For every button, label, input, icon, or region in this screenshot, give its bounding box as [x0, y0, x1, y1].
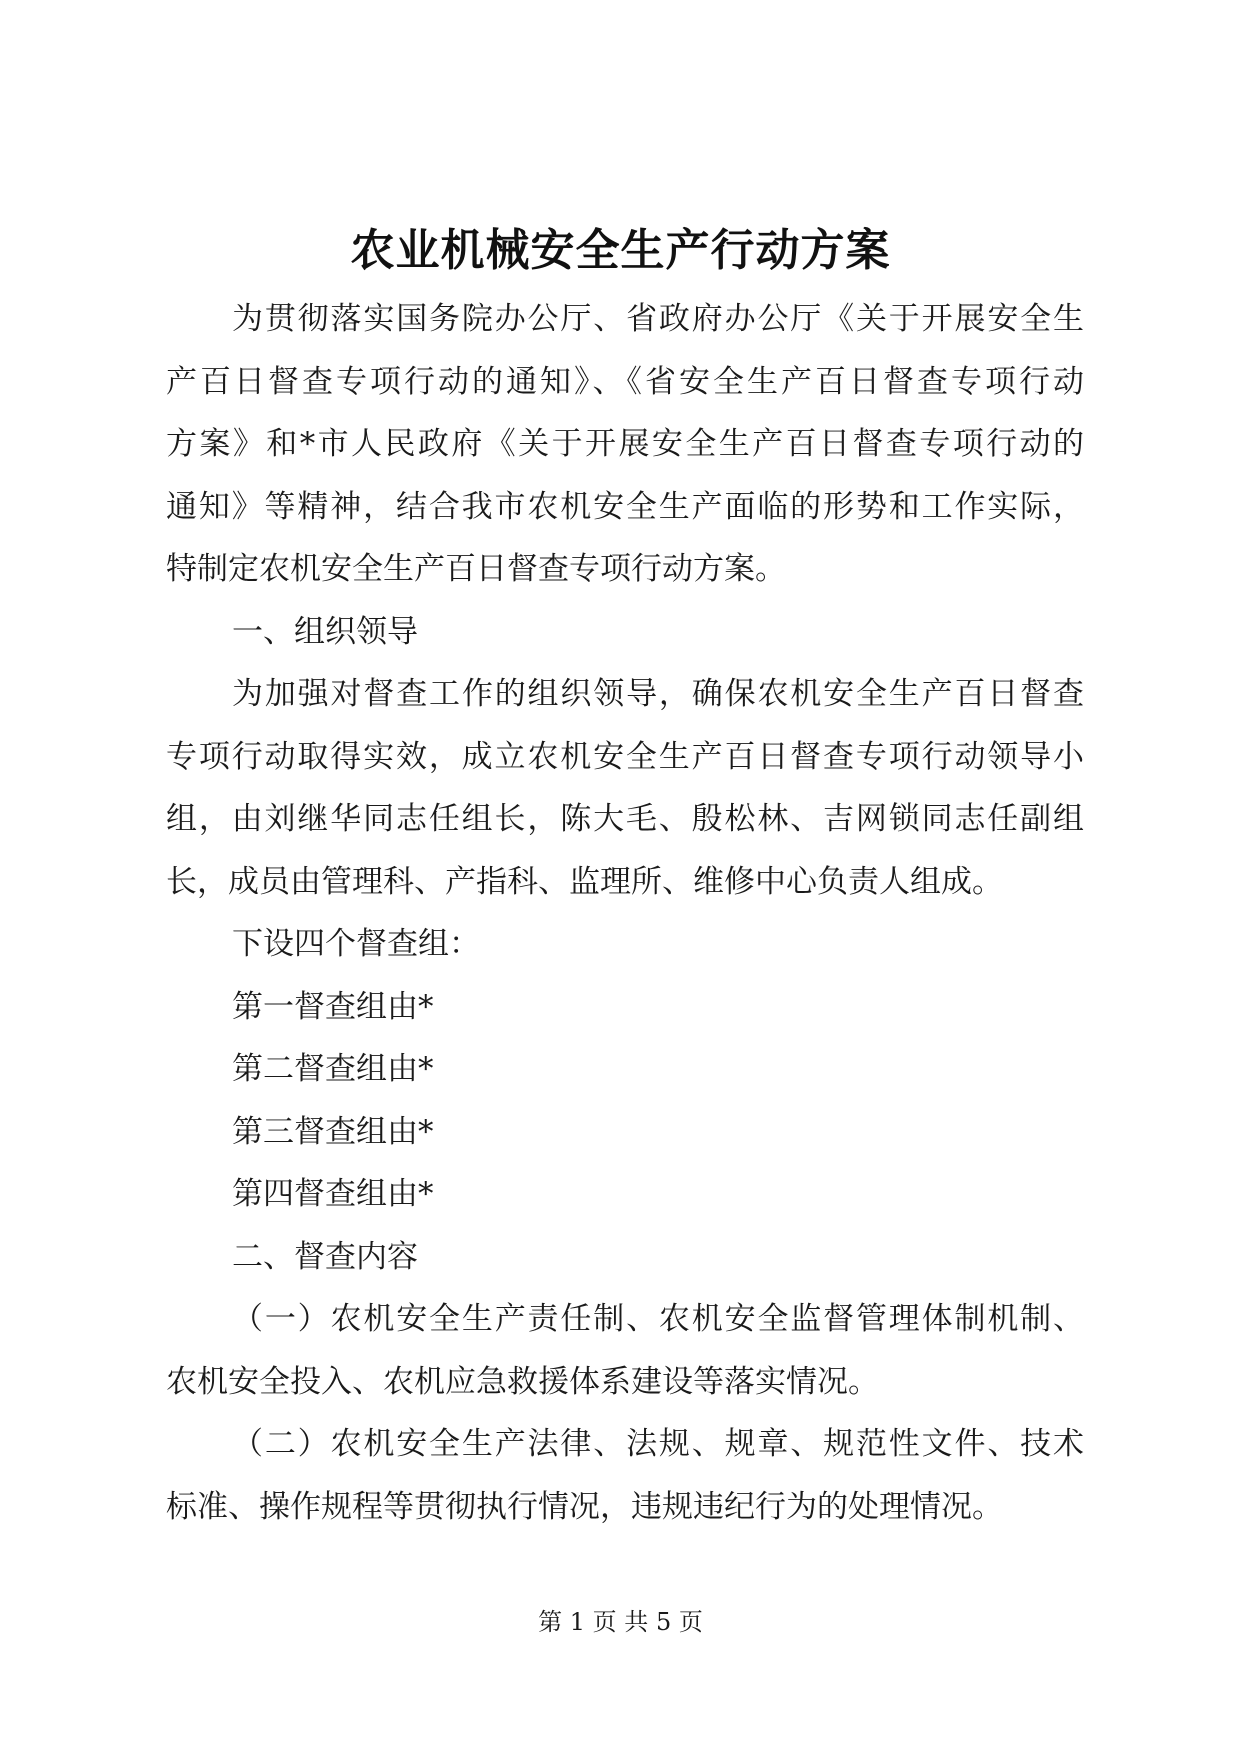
page-footer: 第 1 页 共 5 页: [538, 1608, 703, 1636]
text-line: 方案》和*市人民政府《关于开展安全生产百日督查专项行动的: [166, 426, 1084, 462]
text-line: 标准、操作规程等贯彻执行情况，违规违纪行为的处理情况。: [166, 1488, 1003, 1525]
text-line: 通知》等精神，结合我市农机安全生产面临的形势和工作实际，: [166, 488, 1084, 525]
document-body: [166, 288, 1084, 1538]
text-line: 为加强对督查工作的组织领导，确保农机安全生产百日督查: [232, 676, 1084, 712]
text-line: 第三督查组由*: [232, 1113, 434, 1150]
text-line: 专项行动取得实效，成立农机安全生产百日督查专项行动领导小: [166, 738, 1084, 775]
document-title: 农业机械安全生产行动方案: [350, 225, 891, 276]
text-line: 农机安全投入、农机应急救援体系建设等落实情况。: [166, 1363, 879, 1400]
text-line: （一）农机安全生产责任制、农机安全监督管理体制机制、: [232, 1301, 1084, 1337]
text-line: 一、组织领导: [232, 613, 418, 650]
text-line: 第二督查组由*: [232, 1051, 434, 1087]
text-line: （二）农机安全生产法律、法规、规章、规范性文件、技术: [232, 1426, 1084, 1462]
text-line: 长，成员由管理科、产指科、监理所、维修中心负责人组成。: [166, 863, 1003, 900]
text-line: 第四督查组由*: [232, 1176, 434, 1212]
text-line: 特制定农机安全生产百日督查专项行动方案。: [166, 551, 786, 587]
text-line: 产百日督查专项行动的通知》、《省安全生产百日督查专项行动: [166, 363, 1084, 400]
text-line: 组，由刘继华同志任组长，陈大毛、殷松林、吉网锁同志任副组: [166, 801, 1084, 837]
text-line: 为贯彻落实国务院办公厅、省政府办公厅《关于开展安全生: [232, 301, 1084, 337]
text-line: 第一督查组由*: [232, 988, 434, 1025]
text-line: 二、督查内容: [232, 1238, 418, 1275]
text-line: 下设四个督查组：: [232, 926, 480, 962]
